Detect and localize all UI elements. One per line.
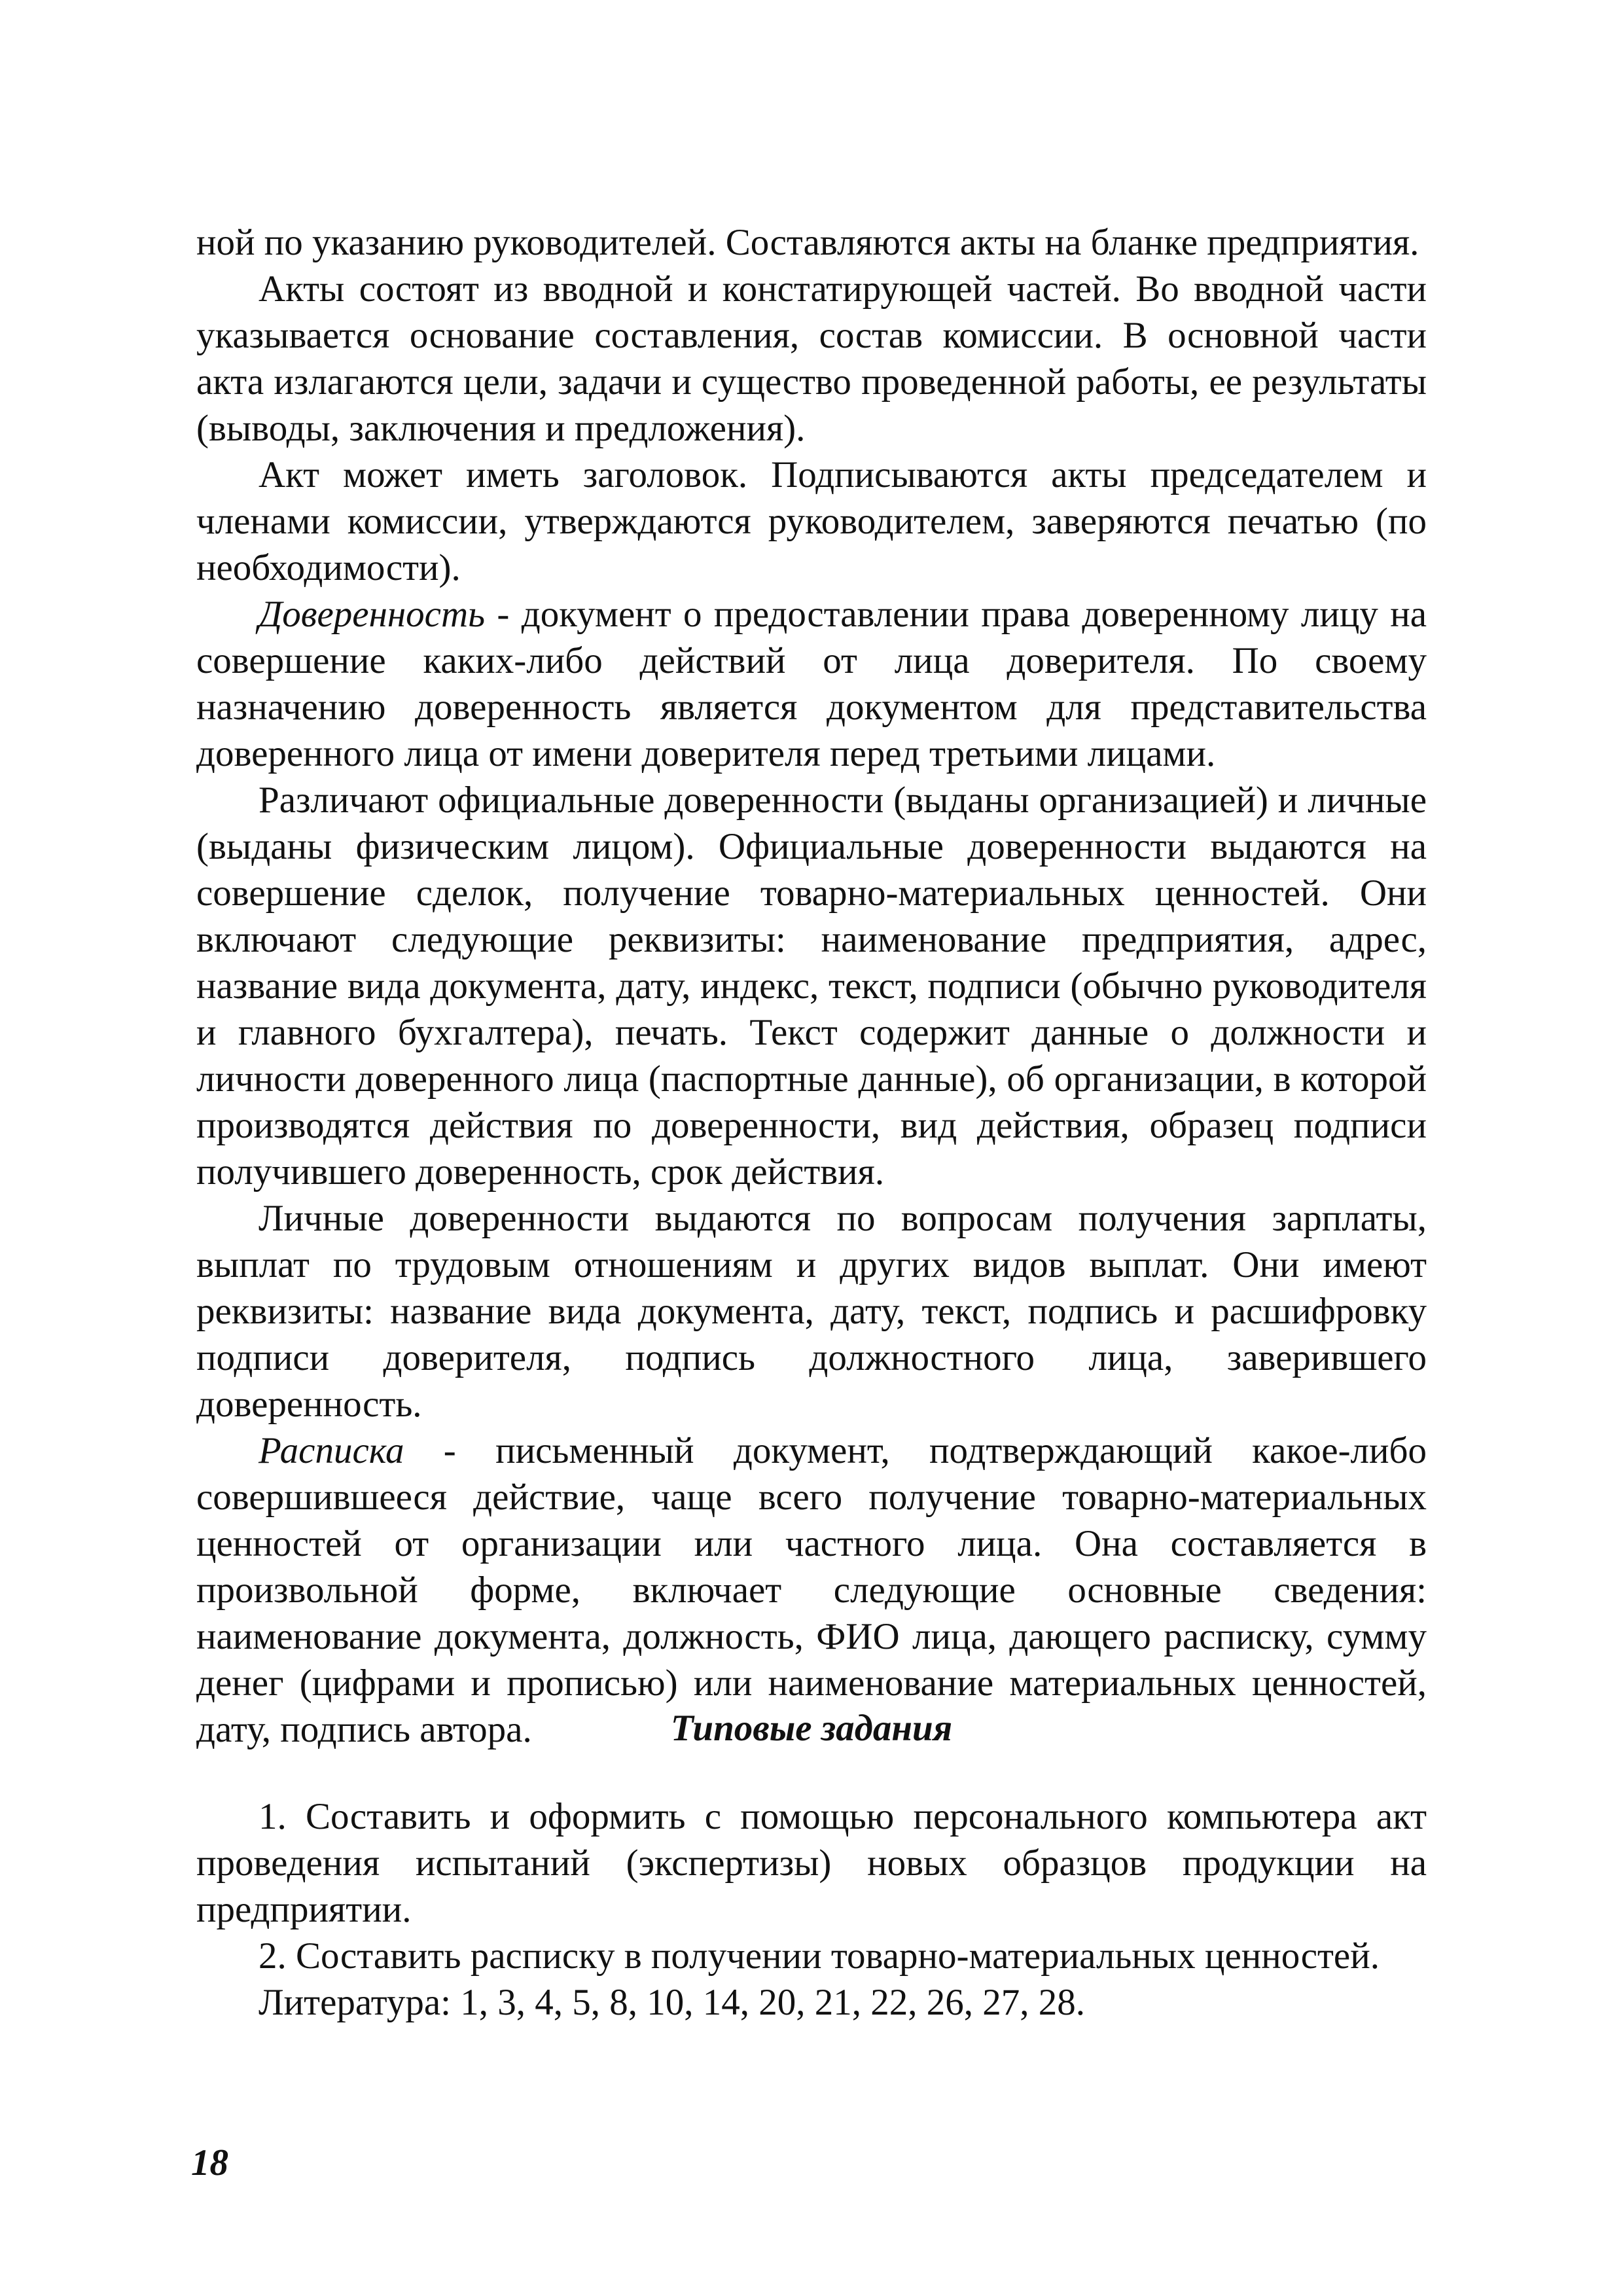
paragraph-continuation: ной по указанию руководителей. Составляются акты на бланке предприятия.: [196, 222, 1419, 263]
paragraph-act-signing: Акт может иметь заголовок. Подписываются акты председателем и членами комиссии, утверждаются руководителем, заверяются печатью (по необходимости).: [196, 454, 1427, 588]
term-power-of-attorney: Доверенность: [259, 594, 486, 635]
term-receipt: Расписка: [259, 1430, 404, 1471]
task-item-1: 1. Составить и оформить с помощью персонального компьютера акт проведения испытаний (экспертизы) новых образцов продукции на предприятии.: [196, 1796, 1427, 1930]
page-number: 18: [191, 2142, 228, 2183]
paragraph-act-structure: Акты состоят из вводной и констатирующей частей. Во вводной части указывается основание составления, состав комиссии. В основной части акта излагаются цели, задачи и существо проведенной работы, ее результаты (выводы, заключения и предложения).: [196, 268, 1427, 449]
task-item-2: 2. Составить расписку в получении товарно-материальных ценностей.: [259, 1935, 1380, 1977]
task-list: [196, 1793, 1427, 2026]
definition-receipt: - письменный документ, подтверждающий какое-либо совершившееся действие, чаще всего получение товарно-материальных ценностей от организации или частного лица. Она составляется в произвольной форме, включает следующие основные сведения: наименование документа, должность, ФИО лица, дающего расписку, сумму денег (цифрами и прописью) или наименование материальных ценностей, дату, подпись автора.: [196, 1430, 1427, 1750]
section-heading: Типовые задания: [670, 1708, 953, 1749]
body-text: [196, 219, 1427, 1753]
paragraph-attorney-types: Различают официальные доверенности (выданы организацией) и личные (выданы физическим лицом). Официальные доверенности выдаются на совершение сделок, получение товарно-материальных ценностей. Они включают следующие реквизиты: наименование предприятия, адрес, название вида документа, дату, индекс, текст, подписи (обычно руководителя и главного бухгалтера), печать. Текст содержит данные о должности и личности доверенного лица (паспортные данные), об организации, в которой производятся действия по доверенности, вид действия, образец подписи получившего доверенность, срок действия.: [196, 780, 1427, 1193]
definition-power-of-attorney: - документ о предоставлении права доверенному лицу на совершение каких-либо действий от лица доверителя. По своему назначению доверенность является документом для представительства доверенного лица от имени доверителя перед третьими лицами.: [196, 594, 1427, 774]
paragraph-personal-attorney: Личные доверенности выдаются по вопросам получения зарплаты, выплат по трудовым отношениям и других видов выплат. Они имеют реквизиты: название вида документа, дату, текст, подпись и расшифровку подписи доверителя, подпись должностного лица, заверившего доверенность.: [196, 1198, 1427, 1425]
literature-list: Литература: 1, 3, 4, 5, 8, 10, 14, 20, 21, 22, 26, 27, 28.: [259, 1982, 1085, 2023]
paragraph-receipt: [196, 1427, 1427, 1753]
paragraph-power-of-attorney: [196, 591, 1427, 777]
